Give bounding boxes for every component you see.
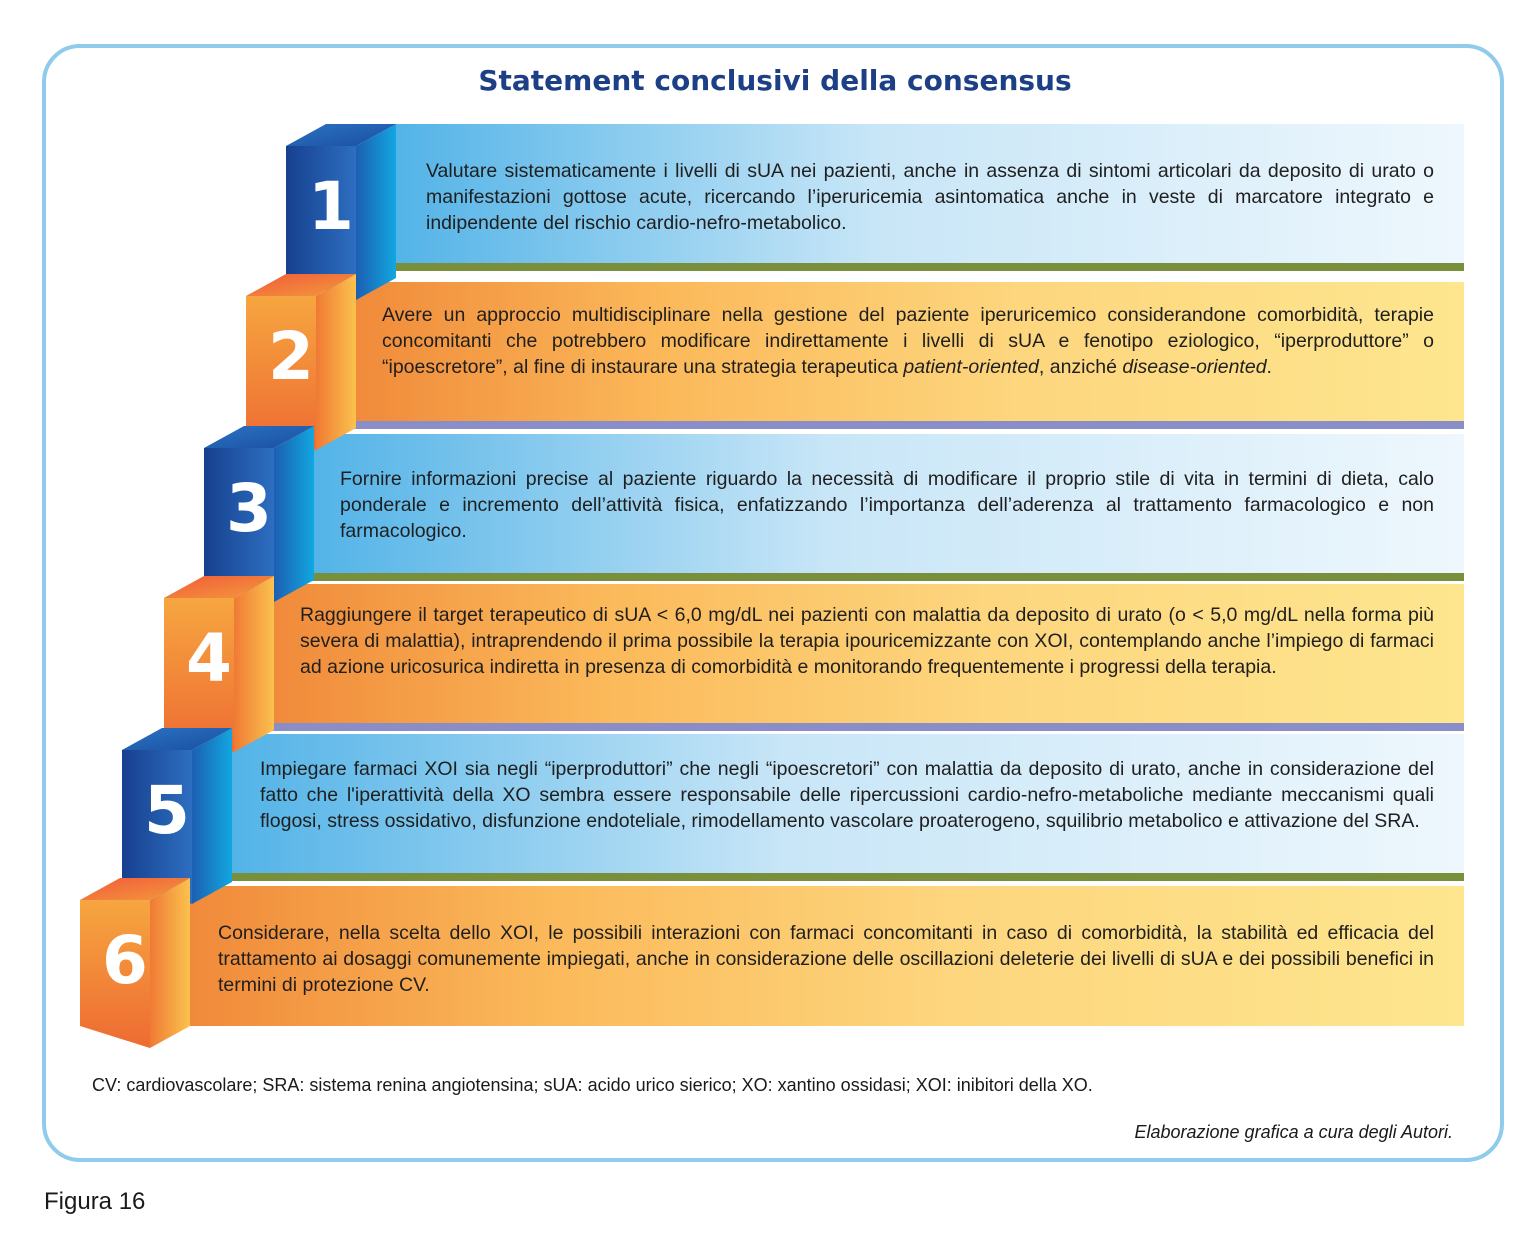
figure-title: Statement conclusivi della consensus xyxy=(478,64,1072,97)
figure-label: Figura 16 xyxy=(44,1188,146,1215)
statement-number-2: 2 xyxy=(268,318,314,395)
number-block-3 xyxy=(204,426,316,594)
statement-band-4 xyxy=(270,584,1464,731)
statement-number-1: 1 xyxy=(308,168,354,245)
number-block-2 xyxy=(246,274,358,442)
statement-text-1: Valutare sistematicamente i livelli di sUA nei pazienti, anche in assenza di sintomi articolari da deposito di urato o manifestazioni gottose acute, ricercando l’iperuricemia asintomatica anche in veste di marcatore integrato e indipendente del rischio cardio-nefro-metabolico. xyxy=(426,160,1434,234)
band-divider xyxy=(310,573,1464,581)
statement-number-3: 3 xyxy=(226,470,272,547)
statement-number-6: 6 xyxy=(102,922,148,999)
number-block-6 xyxy=(80,878,192,1046)
statement-band-5 xyxy=(230,734,1464,881)
statement-number-4: 4 xyxy=(186,620,232,697)
band-divider xyxy=(230,873,1464,881)
statement-text-5: Impiegare farmaci XOI sia negli “iperproduttori” che negli “ipoescretori” con malattia da deposito di urato, anche in considerazione del fatto che l'iperattività della XO sembra essere responsabile delle ripercussioni cardio-nefro-metaboliche mediante meccanismi quali flogosi, stress ossidativo, disfunzione endoteliale, rimodellamento vascolare proaterogeno, squilibrio metabolico e attivazione del SRA. xyxy=(260,758,1434,832)
abbreviations-footnote: CV: cardiovascolare; SRA: sistema renina angiotensina; sUA: acido urico sierico; XO: xantino ossidasi; XOI: inibitori della XO. xyxy=(92,1075,1093,1095)
statement-band-6 xyxy=(190,886,1464,1026)
statement-text-4: Raggiungere il target terapeutico di sUA < 6,0 mg/dL nei pazienti con malattia da deposito di urato (o < 5,0 mg/dL nella forma più severa di malattia), intraprendendo il prima possibile la terapia ipouricemizzante con XOI, contemplando anche l’impiego di farmaci ad azione uricosurica indiretta in presenza di comorbidità e monitorando frequentemente i progressi della terapia. xyxy=(300,604,1434,678)
band-divider xyxy=(352,421,1464,429)
number-block-4 xyxy=(164,576,276,744)
statement-text-2: Avere un approccio multidisciplinare nella gestione del paziente iperuricemico considerandone comorbidità, terapie concomitanti che potrebbero modificare indirettamente i livelli di sUA e fenotipo eziologico, “iperproduttore” o “ipoescretore”, al fine di instaurare una strategia terapeutica patient-oriented, anziché disease-oriented. xyxy=(382,304,1434,378)
statement-number-5: 5 xyxy=(144,772,190,849)
statement-band-1 xyxy=(392,124,1464,271)
graphic-credit: Elaborazione grafica a cura degli Autori. xyxy=(1134,1122,1453,1142)
number-block-1 xyxy=(286,124,398,292)
statement-band-2 xyxy=(352,282,1464,429)
number-block-5 xyxy=(122,728,234,896)
band-divider xyxy=(270,723,1464,731)
band-divider xyxy=(392,263,1464,271)
statement-band-3 xyxy=(310,434,1464,581)
statement-text-3: Fornire informazioni precise al paziente riguardo la necessità di modificare il proprio stile di vita in termini di dieta, calo ponderale e incremento dell’attività fisica, enfatizzando l’importanza dell’aderenza al trattamento farmacologico e non farmacologico. xyxy=(340,468,1434,542)
statement-text-6: Considerare, nella scelta dello XOI, le possibili interazioni con farmaci concomitanti in caso di comorbidità, la stabilità ed efficacia del trattamento ai dosaggi comunemente impiegati, anche in considerazione delle oscillazioni deleterie dei livelli di sUA e dei possibili benefici in termini di protezione CV. xyxy=(218,922,1434,996)
